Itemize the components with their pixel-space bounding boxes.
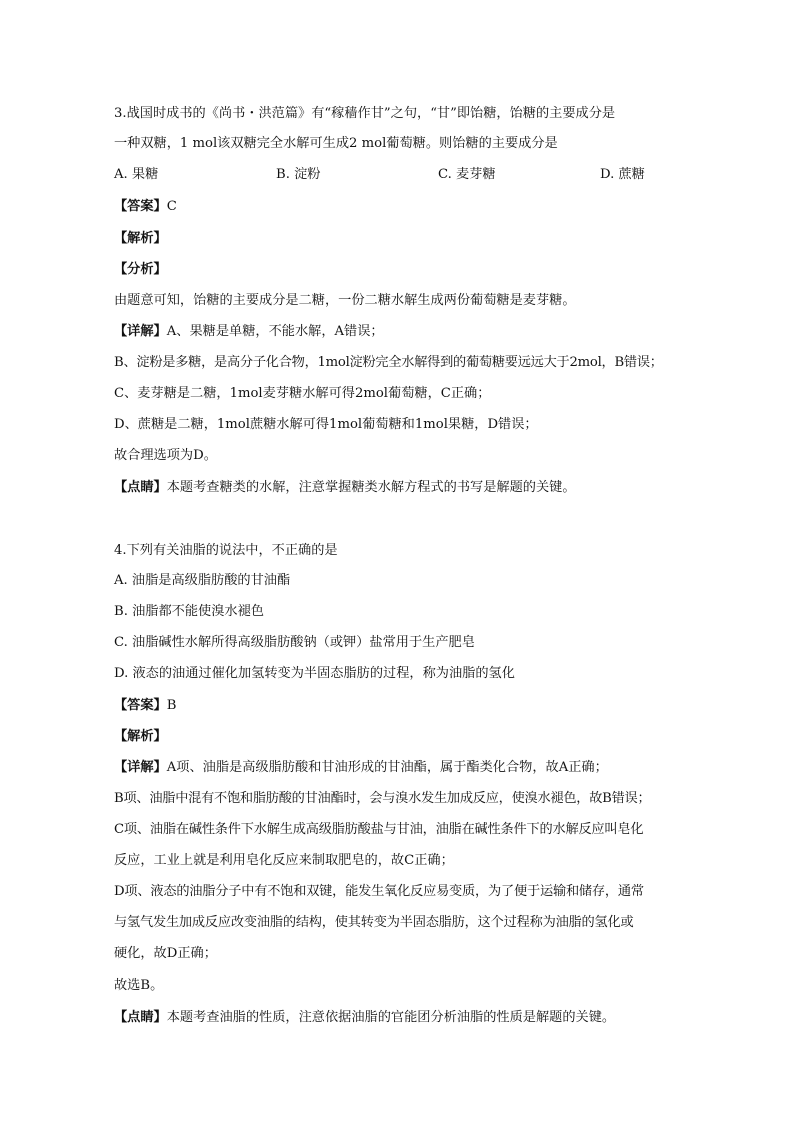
q3-detail-1: [114, 324, 384, 340]
q4-detail-4c: 硬化，故D正确；: [114, 946, 217, 961]
q3-fenxi-text: 由题意可知，饴糖的主要成分是二糖，一份二糖水解生成两份葡萄糖是麦芽糖。: [114, 293, 576, 308]
comment-text: 本题考查糖类的水解，注意掌握糖类水解方程式的书写是解题的关键。: [166, 480, 576, 495]
q4-detail-3a: C项、油脂在碱性条件下水解生成高级脂肪酸盐与甘油，油脂在碱性条件下的水解反应叫皂化: [114, 822, 644, 837]
q4-detail-3b: 反应，工业上就是利用皂化反应来制取肥皂的，故C正确；: [114, 853, 454, 868]
q4-option-d: D. 液态的油通过催化加氢转变为半固态脂肪的过程，称为油脂的氢化: [114, 666, 515, 681]
answer-value: C: [166, 199, 177, 214]
q3-detail-2: B、淀粉是多糖，是高分子化合物，1mol淀粉完全水解得到的葡萄糖要远远大于2mol，B错误；: [114, 355, 663, 370]
q3-stem-line1: 3.战国时成书的《尚书・洪范篇》有“稼穑作甘”之句，“甘”即饴糖，饴糖的主要成分是: [114, 106, 616, 121]
q3-option-d: D. 蔗糖: [600, 167, 645, 182]
q3-option-c: C. 麦芽糖: [438, 167, 496, 182]
answer-value: B: [166, 698, 177, 713]
q4-detail-2: B项、油脂中混有不饱和脂肪酸的甘油酯时，会与溴水发生加成反应，使溴水褪色，故B错误；: [114, 791, 651, 806]
q3-analysis-label: 【解析】: [114, 231, 167, 246]
q4-analysis-label: 【解析】: [114, 729, 167, 744]
detail-label: 【详解】: [114, 324, 167, 339]
q3-detail-4: D、蔗糖是二糖，1mol蔗糖水解可得1mol葡萄糖和1mol果糖，D错误；: [114, 417, 538, 432]
q4-detail-1: [114, 760, 608, 776]
detail-text: A、果糖是单糖，不能水解，A错误；: [166, 324, 384, 339]
detail-text: A项、油脂是高级脂肪酸和甘油形成的甘油酯，属于酯类化合物，故A正确；: [166, 760, 608, 775]
detail-label: 【详解】: [114, 760, 167, 775]
q4-answer: [114, 698, 176, 714]
q3-fenxi-label: 【分析】: [114, 262, 167, 277]
q3-conclusion: 故合理选项为D。: [114, 448, 217, 463]
comment-label: 【点睛】: [114, 480, 167, 495]
answer-label: 【答案】: [114, 698, 167, 713]
q3-answer: [114, 199, 177, 215]
q4-option-a: A. 油脂是高级脂肪酸的甘油酯: [114, 573, 291, 588]
q3-option-b: B. 淀粉: [276, 167, 321, 182]
q4-option-c: C. 油脂碱性水解所得高级脂肪酸钠（或钾）盐常用于生产肥皂: [114, 635, 475, 650]
q4-comment: [114, 1010, 615, 1026]
comment-text: 本题考查油脂的性质，注意依据油脂的官能团分析油脂的性质是解题的关键。: [166, 1010, 616, 1025]
q4-conclusion: 故选B。: [114, 978, 164, 993]
answer-label: 【答案】: [114, 199, 167, 214]
q4-option-b: B. 油脂都不能使溴水褪色: [114, 604, 264, 619]
q3-comment: [114, 480, 576, 496]
q3-detail-3: C、麦芽糖是二糖，1mol麦芽糖水解可得2mol葡萄糖，C正确；: [114, 386, 491, 401]
q3-option-a: A. 果糖: [114, 167, 159, 182]
comment-label: 【点睛】: [114, 1010, 167, 1025]
q4-detail-4a: D项、液态的油脂分子中有不饱和双键，能发生氧化反应易变质，为了便于运输和储存，通常: [114, 884, 644, 899]
q3-stem-line2: 一种双糖，1 mol该双糖完全水解可生成2 mol葡萄糖。则饴糖的主要成分是: [114, 136, 558, 151]
q4-detail-4b: 与氢气发生加成反应改变油脂的结构，使其转变为半固态脂肪，这个过程称为油脂的氢化或: [114, 915, 634, 930]
q4-stem: 4.下列有关油脂的说法中，不正确的是: [114, 543, 338, 558]
